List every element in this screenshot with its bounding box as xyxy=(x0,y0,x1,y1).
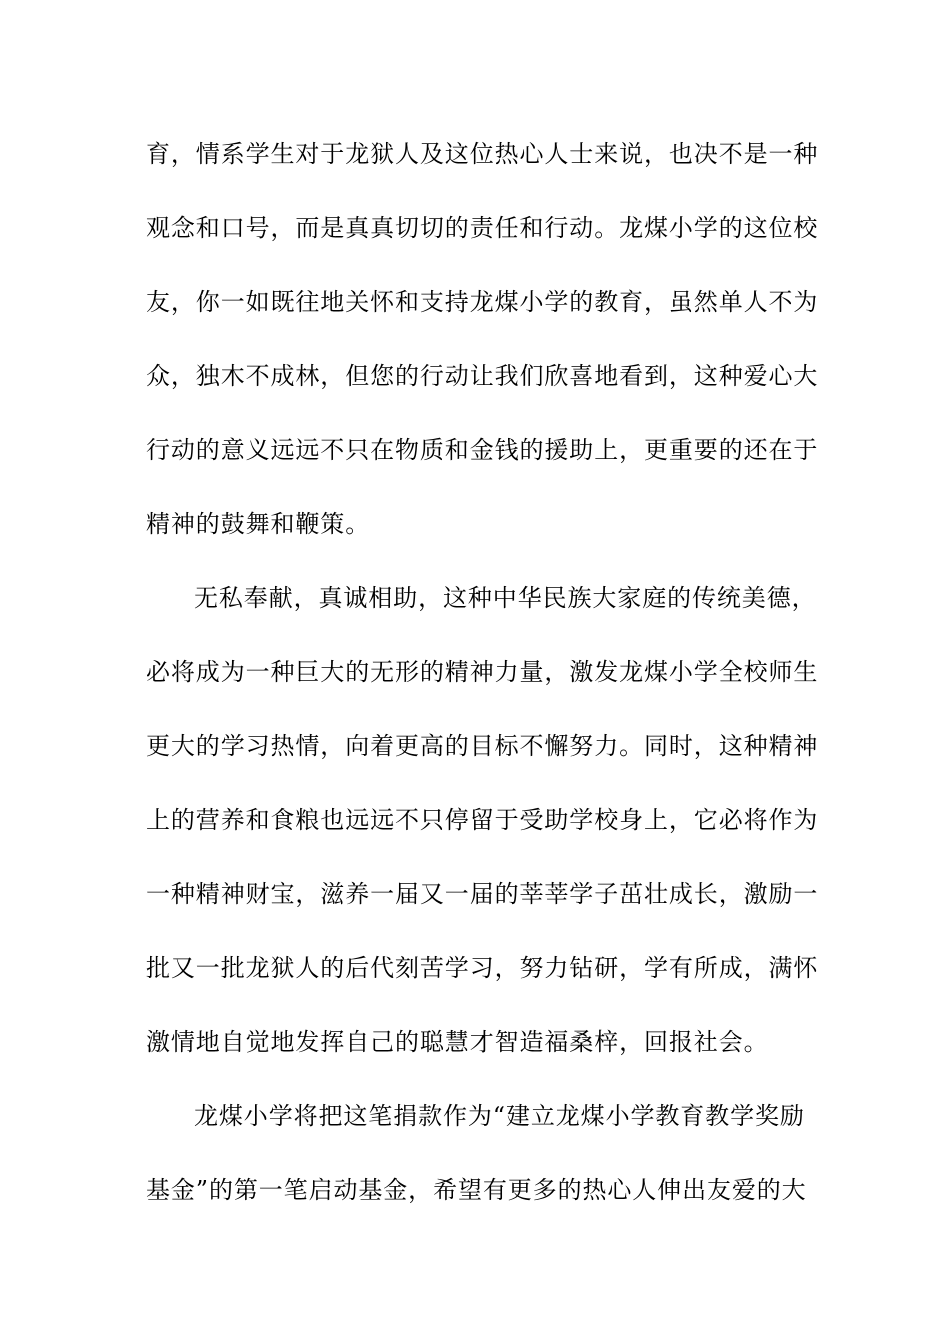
text-line: 一种精神财宝，滋养一届又一届的莘莘学子茁壮成长，激励一 xyxy=(146,880,819,908)
text-line: 激情地自觉地发挥自己的聪慧才智造福桑梓，回报社会。 xyxy=(146,1028,769,1056)
text-line: 行动的意义远远不只在物质和金钱的援助上，更重要的还在于 xyxy=(146,436,819,464)
document-body xyxy=(146,126,819,1236)
text-line: 上的营养和食粮也远远不只停留于受助学校身上，它必将作为 xyxy=(146,806,819,834)
text-line: 更大的学习热情，向着更高的目标不懈努力。同时，这种精神 xyxy=(146,732,819,760)
text-line: 观念和口号，而是真真切切的责任和行动。龙煤小学的这位校 xyxy=(146,214,819,242)
paragraph-first-line: 龙煤小学将把这笔捐款作为“建立龙煤小学教育教学奖励 xyxy=(194,1102,805,1130)
text-line: 精神的鼓舞和鞭策。 xyxy=(146,510,371,538)
text-line: 友，你一如既往地关怀和支持龙煤小学的教育，虽然单人不为 xyxy=(146,288,819,316)
text-line: 批又一批龙狱人的后代刻苦学习，努力钻研，学有所成，满怀 xyxy=(146,954,819,982)
text-line: 必将成为一种巨大的无形的精神力量，激发龙煤小学全校师生 xyxy=(146,658,819,686)
text-line: 基金”的第一笔启动基金，希望有更多的热心人伸出友爱的大 xyxy=(146,1176,807,1204)
text-line: 众，独木不成林，但您的行动让我们欣喜地看到，这种爱心大 xyxy=(146,362,819,390)
text-line: 育，情系学生对于龙狱人及这位热心人士来说，也决不是一种 xyxy=(146,140,819,168)
paragraph-first-line: 无私奉献，真诚相助，这种中华民族大家庭的传统美德， xyxy=(194,584,817,612)
